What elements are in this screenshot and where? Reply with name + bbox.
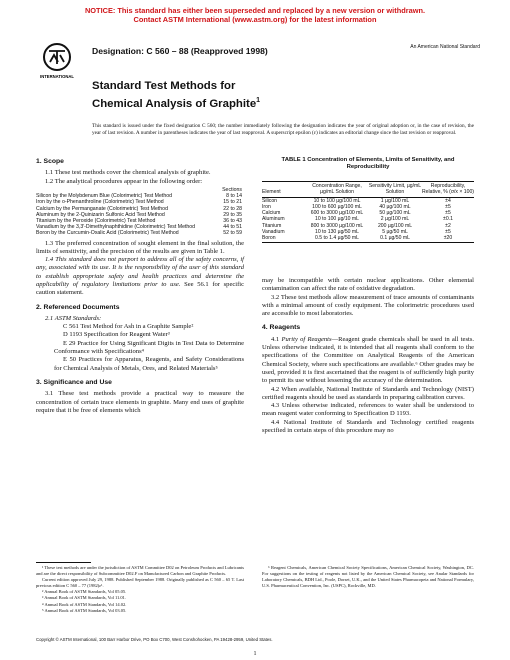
safety-statement: 1.4 This standard does not purport to address all of the safety concerns, if any, associated with its use. It is the responsibility of the user of this standard to establish appropriate safety and health practices and determine the applicability of regulatory limitations prior to use. bbox=[36, 256, 244, 288]
significance-3-1: 3.1 These test methods provide a practical way to measure the concentration of certain trace elements in graphite. Many end uses of graphite require that it be free of elements which bbox=[36, 390, 244, 414]
scope-1-3: 1.3 The preferred concentration of sought element in the final solution, the limits of sensitivity, and the precision of the results are given in Table 1. bbox=[36, 239, 244, 255]
astm-standards-subheading: 2.1 ASTM Standards: bbox=[45, 314, 102, 322]
significance-heading: 3. Significance and Use bbox=[36, 378, 112, 386]
reagents-4-3: 4.3 Unless otherwise indicated, references to water shall be understood to mean reagent water conforming to Specification D 1193. bbox=[262, 402, 474, 418]
footnote-3: ³ Annual Book of ASTM Standards, Vol 11.01. bbox=[42, 595, 127, 601]
col-sensitivity: Sensitivity Limit, µg/mL Solution bbox=[368, 183, 422, 196]
reagents-4-2: 4.2 When available, National Institute of Standards and Technology (NIST) certified reagents should be used as standards in preparing calibration curves. bbox=[262, 385, 474, 401]
title-footnote-mark: 1 bbox=[256, 96, 261, 104]
scope-heading: 1. Scope bbox=[36, 158, 64, 165]
withdrawal-notice bbox=[0, 6, 510, 24]
sections-header: Sections bbox=[222, 186, 242, 193]
table-row: Vanadium 10 to 130 µg/50 mL 5 µg/50 mL ±5 bbox=[262, 229, 451, 236]
page-number: 1 bbox=[253, 651, 257, 657]
right-column bbox=[262, 277, 474, 435]
footnote-divider bbox=[36, 562, 91, 563]
table-1-title: TABLE 1 Concentration of Elements, Limits of Sensitivity, and Reproducibility bbox=[281, 157, 455, 171]
method-row: Boron by the Curcumin-Oxalic Acid (Colorimetric) Test Method 52 to 59 bbox=[36, 230, 242, 237]
significance-continued: may be incompatible with certain nuclear applications. Other elemental contamination can affect the rate of oxidative degradation. bbox=[262, 277, 474, 293]
referenced-documents-heading: 2. Referenced Documents bbox=[36, 303, 120, 311]
footnote-1b: Current edition approved July 29, 1988. Published September 1988. Originally published as C 560 – 65 T. Last previous edition C 560 – 77 (1982)ε¹. bbox=[36, 577, 244, 589]
significance-3-2: 3.2 These test methods allow measurement of trace amounts of contaminants with a minimal amount of costly equipment. The colorimetric procedures used are accessible to most laboratories. bbox=[262, 293, 474, 318]
issuance-note: This standard is issued under the fixed designation C 560; the number immediately following the designation indicates the year of original adoption or, in the case of revision, the year of last revision. A number in parentheses indicates the year of last reapproval. A superscript epsilon (ε) indicates an editorial change since the last revision or reapproval. bbox=[92, 123, 474, 137]
table-row: Aluminum 10 to 100 µg/10 mL 2 µg/100 mL ±0.1 bbox=[262, 216, 453, 223]
table-row: Calcium 600 to 3000 µg/100 mL 50 µg/100 mL ±5 bbox=[262, 210, 451, 217]
scope-1-4 bbox=[36, 256, 244, 297]
designation: Designation: C 560 – 88 (Reapproved 1998) bbox=[92, 46, 268, 56]
method-row: Aluminum by the 2-Quinizarin Sulfonic Acid Test Method 29 to 35 bbox=[36, 211, 242, 218]
table-row: Iron 100 to 600 µg/100 mL 40 µg/100 mL ±5 bbox=[262, 203, 451, 210]
footnotes-right bbox=[262, 565, 474, 589]
col-concentration: Concentration Range, µg/mL Solution bbox=[312, 183, 362, 196]
left-column bbox=[36, 158, 244, 415]
reference-item: D 1193 Specification for Reagent Water³ bbox=[63, 331, 170, 339]
footnote-1: ¹ These test methods are under the jurisdiction of ASTM Committee D02 on Petroleum Products and Lubricants and are the direct responsibility of Subcommittee D02.F on Manufactured Carbon and Graphite Products. bbox=[36, 565, 244, 577]
astm-logo-icon bbox=[42, 42, 72, 82]
reference-item: C 561 Test Method for Ash in a Graphite Sample² bbox=[63, 323, 194, 331]
col-element: Element bbox=[262, 189, 281, 196]
reagents-4-1: 4.1 Purity of Reagents—Reagent grade chemicals shall be used in all tests. Unless otherwise indicated, it is intended that all reagents shall conform to the specifications of the Committee on Analytical Reagents of the American Chemical Society, where such specifications are available.⁶ Other grades may be used, provided it is first ascertained that the reagent is of sufficiently high purity to permit its use without lessening the accuracy of the determination. bbox=[262, 335, 475, 385]
footnote-2: ² Annual Book of ASTM Standards, Vol 05.05. bbox=[42, 589, 127, 595]
method-row: Calcium by the Permanganate (Colorimetric) Test Method 22 to 28 bbox=[36, 205, 242, 212]
american-national-standard-label: An American National Standard bbox=[410, 44, 480, 50]
footnote-5: ⁵ Annual Book of ASTM Standards, Vol 03.05. bbox=[42, 607, 127, 613]
col-reproducibility: Reproducibility, Relative, % (σ/x × 100) bbox=[422, 183, 474, 196]
footnotes-left bbox=[36, 565, 244, 614]
scope-1-1: 1.1 These test methods cover the chemical analysis of graphite. bbox=[45, 169, 211, 177]
reagents-4-4: 4.4 National Institute of Standards and Technology certified reagents specified in certain steps of this procedure may no bbox=[262, 418, 474, 435]
method-row: Silicon by the Molybdenum Blue (Colorimetric) Test Method 8 to 14 bbox=[36, 193, 242, 200]
method-row: Titanium by the Peroxide (Colorimetric) Test Method 36 to 43 bbox=[36, 217, 242, 224]
table-row: Silicon 10 to 100 µg/100 mL 1 µg/100 mL ±4 bbox=[262, 197, 451, 204]
logo-text: INTERNATIONAL bbox=[40, 74, 74, 79]
title-line-1: Standard Test Methods for bbox=[92, 80, 236, 92]
notice-line-1: NOTICE: This standard has either been superseded and replaced by a new version or withdrawn. bbox=[84, 6, 426, 15]
reference-item: E 29 Practice for Using Significant Digits in Test Data to Determine Conformance with Specifications⁴ bbox=[54, 339, 244, 356]
table-1 bbox=[262, 181, 474, 243]
methods-table bbox=[36, 187, 242, 237]
table-row: Boron 0.5 to 1.4 µg/50 mL 0.1 µg/50 mL ±20 bbox=[262, 235, 474, 242]
reference-item: E 50 Practices for Apparatus, Reagents, and Safety Considerations for Chemical Analysis of Metals, Ores, and Related Materials⁵ bbox=[54, 356, 244, 372]
table-row: Titanium 800 to 3000 µg/100 mL 200 µg/100 mL ±2 bbox=[262, 222, 451, 229]
safety-caution-ref: See 56.1 for specific caution statement. bbox=[36, 281, 244, 297]
scope-1-2: 1.2 The analytical procedures appear in the following order: bbox=[45, 177, 203, 185]
footnote-4: ⁴ Annual Book of ASTM Standards, Vol 14.02. bbox=[42, 601, 127, 607]
footnote-6: ⁶ Reagent Chemicals, American Chemical Society Specifications, American Chemical Society, Washington, DC. For suggestions on the testing of reagents not listed by the American Chemical Society, see Analar Standards for Laboratory Chemicals, BDH Ltd., Poole, Dorset, U.K., and the United States Pharmacopeia and National Formulary, U.S. Pharmaceutical Convention, Inc. (USPC), Rockville, MD. bbox=[262, 565, 474, 589]
method-row: Iron by the o-Phenanthroline (Colorimetric) Test Method 15 to 21 bbox=[36, 199, 242, 206]
title-line-2: Chemical Analysis of Graphite bbox=[92, 97, 257, 110]
table-header-row bbox=[262, 182, 474, 198]
document-title bbox=[92, 80, 260, 111]
method-row: Vanadium by the 3,3′-Dimethylnaphthidine (Colorimetric) Test Method 44 to 51 bbox=[36, 224, 242, 231]
notice-line-2: Contact ASTM International (www.astm.org) for the latest information bbox=[133, 15, 377, 24]
reagents-heading: 4. Reagents bbox=[262, 324, 301, 332]
copyright-line: Copyright © ASTM International, 100 Barr Harbor Drive, PO Box C700, West Conshohocken, PA 19428-2959, United States. bbox=[36, 637, 273, 642]
